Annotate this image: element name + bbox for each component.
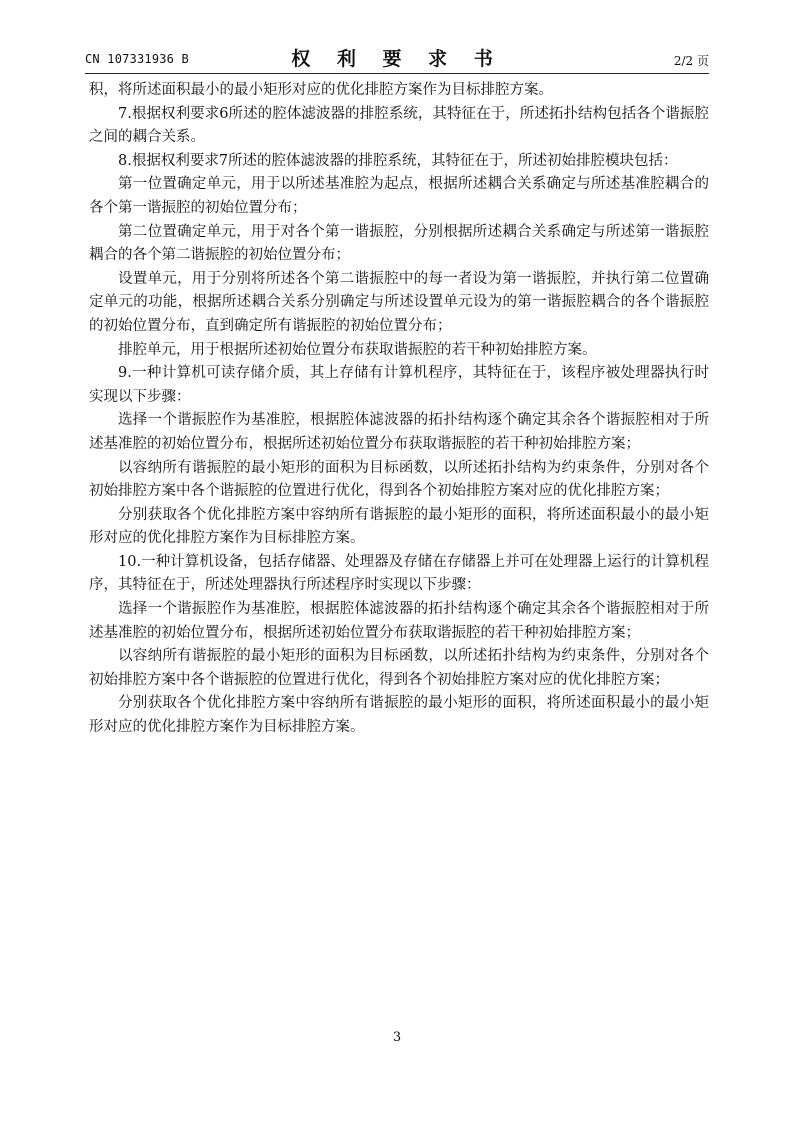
claim-paragraph: 排腔单元，用于根据所述初始位置分布获取谐振腔的若干种初始排腔方案。	[118, 341, 597, 358]
header-divider	[85, 73, 709, 74]
claim-paragraph: 以容纳所有谐振腔的最小矩形的面积为目标函数，以所述拓扑结构为约束条件，分别对各个初始排腔方案中各个谐振腔的位置进行优化，得到各个初始排腔方案对应的优化排腔方案；	[89, 459, 709, 500]
claim-paragraph: 7.根据权利要求6所述的腔体滤波器的排腔系统，其特征在于，所述拓扑结构包括各个谐振腔之间的耦合关系。	[89, 105, 709, 146]
claim-paragraph: 以容纳所有谐振腔的最小矩形的面积为目标函数，以所述拓扑结构为约束条件，分别对各个初始排腔方案中各个谐振腔的位置进行优化，得到各个初始排腔方案对应的优化排腔方案；	[89, 648, 709, 688]
claim-paragraph: 第二位置确定单元，用于对各个第一谐振腔，分别根据所述耦合关系确定与所述第一谐振腔耦合的各个第二谐振腔的初始位置分布；	[89, 223, 709, 264]
claim-paragraph: 选择一个谐振腔作为基准腔，根据腔体滤波器的拓扑结构逐个确定其余各个谐振腔相对于所述基准腔的初始位置分布，根据所述初始位置分布获取谐振腔的若干种初始排腔方案；	[89, 412, 709, 452]
claim-paragraph: 分别获取各个优化排腔方案中容纳所有谐振腔的最小矩形的面积，将所述面积最小的最小矩形对应的优化排腔方案作为目标排腔方案。	[89, 506, 709, 547]
claim-paragraph: 9.一种计算机可读存储介质，其上存储有计算机程序，其特征在于，该程序被处理器执行时实现以下步骤：	[89, 365, 709, 405]
claim-paragraph: 8.根据权利要求7所述的腔体滤波器的排腔系统，其特征在于，所述初始排腔模块包括：	[118, 152, 678, 169]
claim-paragraph: 选择一个谐振腔作为基准腔，根据腔体滤波器的拓扑结构逐个确定其余各个谐振腔相对于所述基准腔的初始位置分布，根据所述初始位置分布获取谐振腔的若干种初始排腔方案；	[89, 601, 709, 641]
patent-number: CN 107331936 B	[85, 52, 189, 66]
claim-paragraph: 分别获取各个优化排腔方案中容纳所有谐振腔的最小矩形的面积，将所述面积最小的最小矩形对应的优化排腔方案作为目标排腔方案。	[89, 695, 709, 736]
claim-paragraph: 第一位置确定单元，用于以所述基准腔为起点，根据所述耦合关系确定与所述基准腔耦合的各个第一谐振腔的初始位置分布；	[89, 176, 709, 216]
claim-paragraph: 积，将所述面积最小的最小矩形对应的优化排腔方案作为目标排腔方案。	[89, 82, 553, 98]
claims-body	[89, 79, 709, 740]
page-indicator: 2/2 页	[673, 54, 709, 68]
section-title: 权 利 要 求 书	[291, 48, 503, 70]
page-number: 3	[392, 1030, 402, 1045]
claim-paragraph: 10.一种计算机设备，包括存储器、处理器及存储在存储器上并可在处理器上运行的计算机程序，其特征在于，所述处理器执行所述程序时实现以下步骤：	[89, 553, 709, 594]
claim-paragraph: 设置单元，用于分别将所述各个第二谐振腔中的每一者设为第一谐振腔，并执行第二位置确定单元的功能，根据所述耦合关系分别确定与所述设置单元设为的第一谐振腔耦合的各个谐振腔的初始位置分布，直到确定所有谐振腔的初始位置分布；	[89, 270, 709, 334]
page-header	[85, 44, 709, 72]
